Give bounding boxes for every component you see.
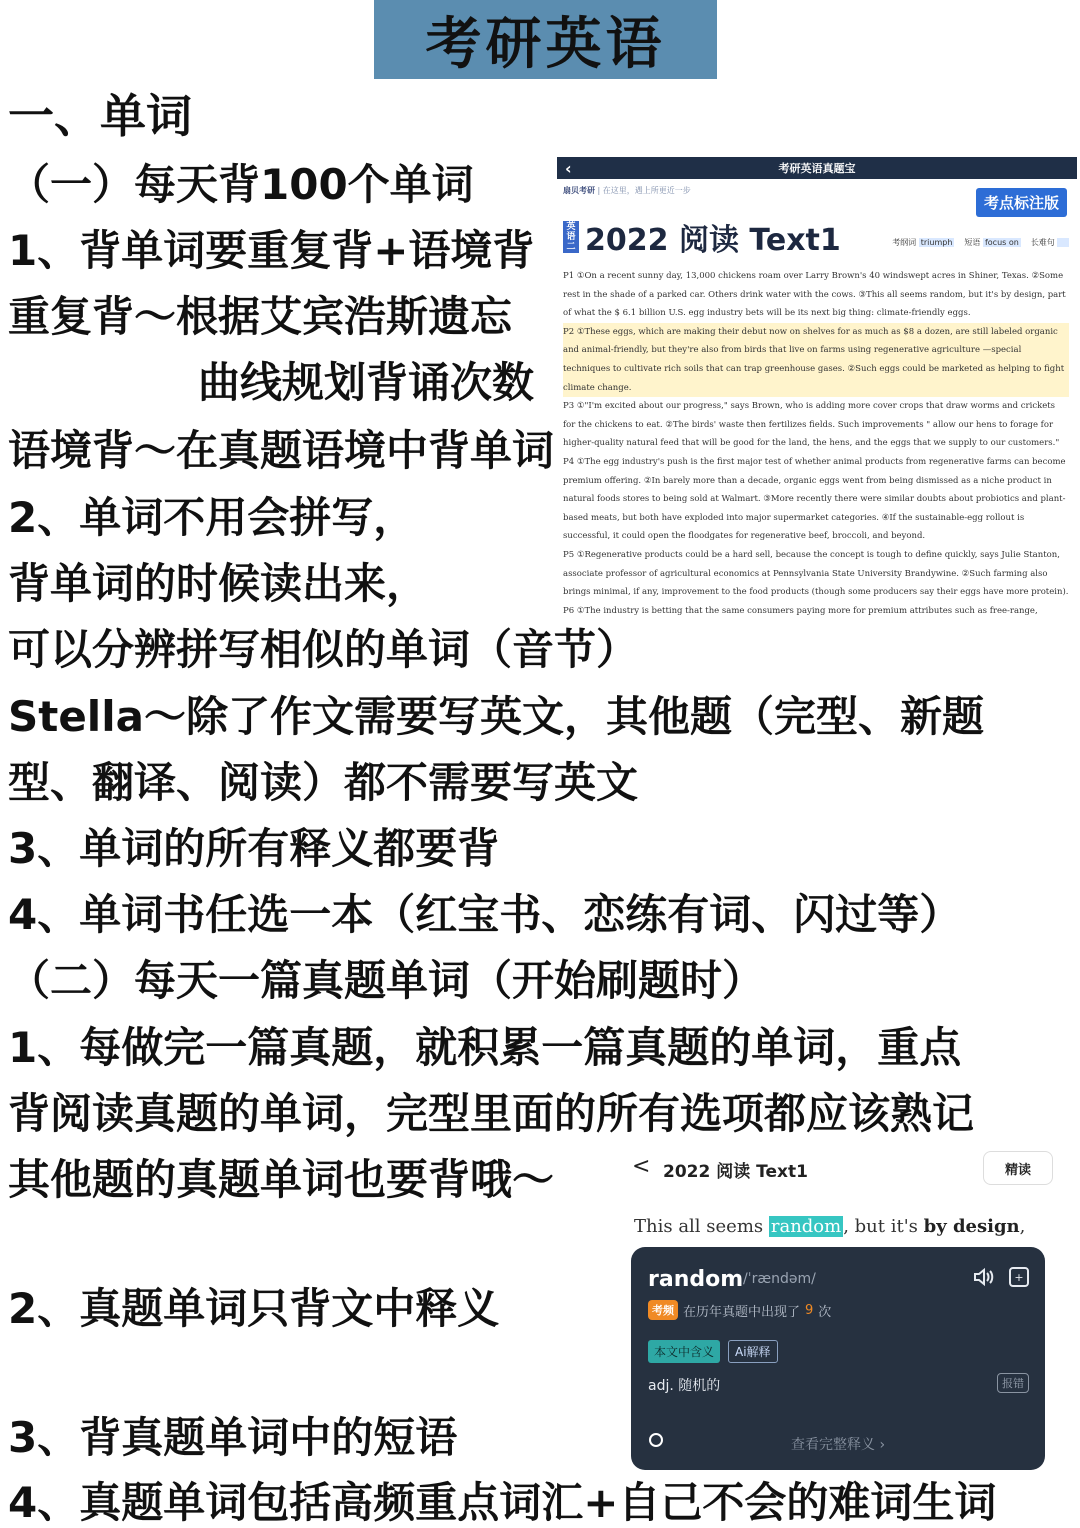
search-icon[interactable] [649, 1433, 663, 1447]
text-line: 4、单词书任选一本（红宝书、恋练有词、闪过等） [8, 890, 962, 939]
subject-badge: 英语二 [563, 221, 579, 253]
subheading-daily-100: （一）每天背100个单词 [8, 160, 474, 209]
legend-long-sentence: 长难句 [1031, 237, 1069, 248]
text-line: 重复背～根据艾宾浩斯遗忘 [8, 292, 513, 341]
tab-context-meaning[interactable]: 本文中含义 [648, 1340, 720, 1363]
text-line: 背阅读真题的单词，完型里面的所有选项都应该熟记 [8, 1089, 975, 1138]
article-title: 2022 阅读 Text1 [585, 223, 841, 258]
text-line: Stella～除了作文需要写英文，其他题（完型、新题 [8, 692, 984, 741]
speaker-icon[interactable] [973, 1267, 995, 1287]
paragraph: P1 ①On a recent sunny day, 13,000 chickens roam over Larry Brown's 40 windswept acres in Shiner, Texas. ②Some rest in the shade of a parked car. Others drink water with the cows. ③This all seems random, but it's by design, part of what the $ 6.1 billion U.S. egg industry bets will be its next big thing: climate-friendly eggs. [563, 271, 1066, 319]
subheading-daily-exam: （二）每天一篇真题单词（开始刷题时） [8, 956, 765, 1005]
view-full-definition-link[interactable]: 查看完整释义 › [791, 1437, 886, 1453]
phonetic: /ˈrændəm/ [743, 1271, 816, 1287]
frequency-count: 9 [805, 1302, 814, 1318]
text-line: 2、单词不用会拼写， [8, 493, 416, 542]
legend-phrase: 短语 focus on [964, 238, 1019, 247]
paragraph: P5 ①Regenerative products could be a hard sell, because the concept is tough to define quickly, says Julie Stanton, associate professor of agricultural economics at Pennsylvania State University Brandywine. ②Such farming also brings minimal, if any, improvement to the food products (though some producers say their eggs have more protein). [563, 549, 1069, 598]
frequency-row: 考频 在历年真题中出现了 9 次 [648, 1300, 831, 1320]
breadcrumb: 扇贝考研 | 在这里，遇上所更近一步 [563, 186, 691, 195]
tab-ai-explain[interactable]: Ai解释 [728, 1340, 778, 1363]
text-line: 其他题的真题单词也要背哦～ [8, 1155, 555, 1204]
text-line: 1、每做完一篇真题，就积累一篇真题的单词，重点 [8, 1023, 962, 1072]
back-icon[interactable]: < [632, 1154, 651, 1179]
text-line: 语境背～在真题语境中背单词 [8, 426, 555, 475]
text-line: 2、真题单词只背文中释义 [8, 1284, 500, 1333]
report-error-button[interactable]: 报错 [997, 1373, 1029, 1393]
article-body [563, 267, 1069, 620]
brand-name: 扇贝考研 [563, 186, 595, 195]
paragraph: P3 ①"I'm excited about our progress," says Brown, who is adding more cover crops that draw worms and crickets for the chickens to eat. ②The birds' waste then fertilizes fields. Such improvements " allow our hens to forage for higher-quality natural feed that will be good for the land, the hens, and the eggs that we supply to our customers." [563, 401, 1060, 449]
legend [892, 237, 1069, 248]
paragraph: P4 ①The egg industry's push is the first major test of whether animal products from regenerative farms can become premium offering. ②In barely more than a decade, organic eggs went from being dismissed as a niche product in natural foods stores to being sold at Walmart. ③More recently there were similar doubts about probiotics and plant-based meats, but both have exploded into major supermarket categories. ④If the sustainable-egg rollout is successful, it could open the floodgates for regenerative beef, broccoli, and beyond. [563, 456, 1066, 542]
text-line: 4、真题单词包括高频重点词汇+自己不会的难词生词 [8, 1478, 997, 1527]
article-header [563, 215, 841, 259]
annotation-version-button[interactable]: 考点标注版 [976, 188, 1067, 217]
word-popup [631, 1247, 1045, 1470]
paragraph: P2 ①These eggs, which are making their debut now on shelves for as much as $8 a dozen, are still labeled organic and animal-friendly, but they're also from birds that live on farms using regenerative agriculture —special techniques to cultivate rich soils that can trap greenhouse gases. ②Such eggs could be marketed as helping to fight climate change. [563, 323, 1069, 397]
back-icon[interactable]: ‹ [565, 159, 572, 178]
text-line: 型、翻译、阅读）都不需要写英文 [8, 758, 639, 807]
text-line: 背单词的时候读出来， [8, 559, 429, 608]
intensive-reading-button[interactable]: 精读 [983, 1151, 1053, 1185]
text-line: 3、背真题单词中的短语 [8, 1413, 458, 1462]
slogan: 在这里，遇上所更近一步 [602, 186, 691, 195]
paragraph: P6 ①The industry is betting that the same consumers paying more for premium attributes such as free-range, [563, 605, 1038, 616]
heading-vocabulary: 一、单词 [8, 89, 192, 143]
frequency-badge: 考频 [648, 1300, 678, 1320]
app-header [557, 157, 1077, 179]
text-line: 可以分辨拼写相似的单词（音节） [8, 625, 639, 674]
definition: adj. 随机的 [648, 1378, 721, 1394]
article-screenshot [557, 157, 1077, 616]
page-title: 考研英语 [374, 0, 717, 79]
selected-word[interactable]: random [770, 1216, 842, 1237]
context-sentence: This all seems random , but it's by design, [634, 1216, 1026, 1237]
reader-title: 2022 阅读 Text1 [663, 1162, 808, 1182]
legend-syllabus: 考纲词 triumph [892, 238, 953, 247]
add-notebook-icon[interactable]: + [1009, 1267, 1029, 1287]
text-line: 曲线规划背诵次数 [198, 358, 535, 407]
app-title: 考研英语真题宝 [778, 162, 856, 175]
text-line: 3、单词的所有释义都要背 [8, 824, 500, 873]
popup-word: random [648, 1267, 744, 1292]
text-line: 1、背单词要重复背+语境背 [8, 226, 535, 275]
